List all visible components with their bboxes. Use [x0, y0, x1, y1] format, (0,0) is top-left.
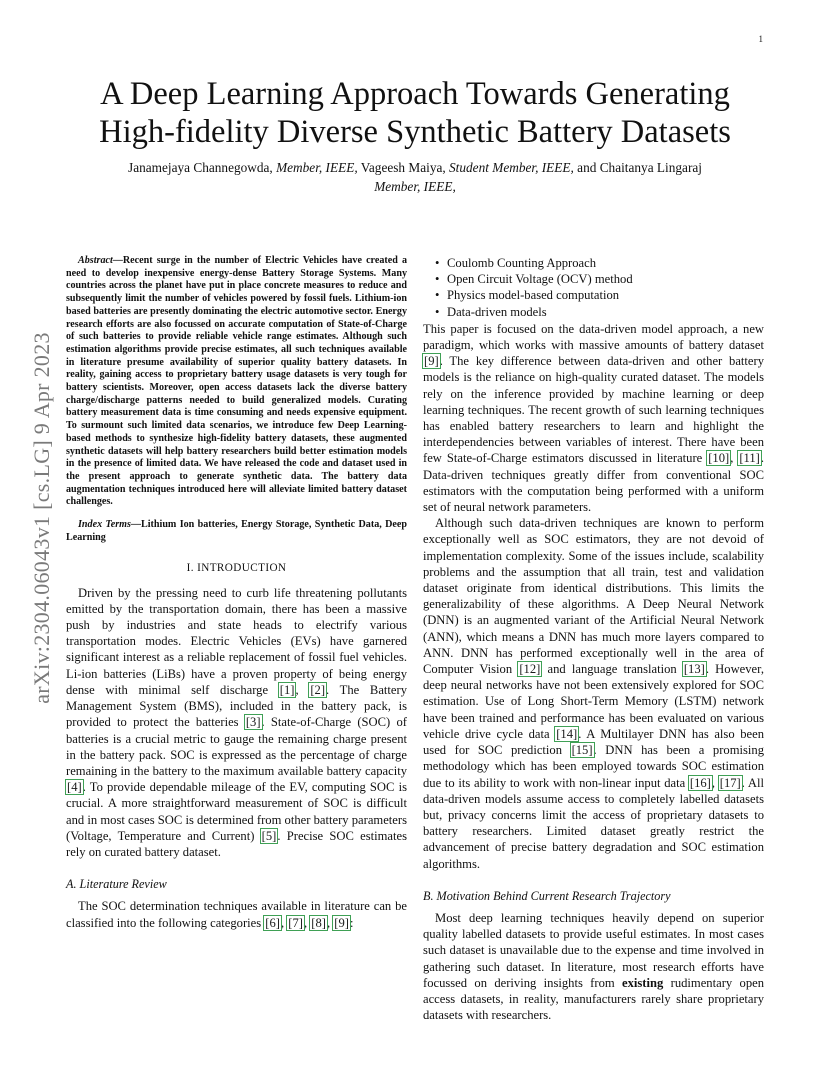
list-item-text: Open Circuit Voltage (OCV) method [447, 272, 633, 287]
citation-separator: , [295, 682, 310, 697]
citation-link[interactable]: [14] [556, 726, 578, 741]
dnn-paragraph [423, 515, 764, 871]
right-column [423, 255, 764, 1023]
list-item-text: Physics model-based computation [447, 288, 620, 303]
citation-separator: , [730, 451, 739, 466]
citation-link[interactable]: [15] [571, 743, 593, 758]
body-text: . The key difference between data-driven and other battery models is the reliance on high-quality curated dataset. The models rely on the inference provided by machine learning or deep learning techniques. The recent growth of such learning techniques has enabled battery researchers to learn and highlight the interdependencies between variables of interest. There have been few State-of-Charge estimators discussed in literature [423, 354, 764, 466]
title-line-1: A Deep Learning Approach Towards Generating [100, 76, 730, 112]
citation-link[interactable]: [10] [708, 451, 730, 466]
index-terms-text: —Lithium Ion batteries, Energy Storage, Synthetic Data, Deep Learning [66, 519, 407, 543]
body-text: rudimentary open access datasets, in reality, manufacturers rarely share proprietary datasets with researchers. [423, 975, 765, 1023]
body-text: Although such data-driven techniques are known to perform exceptionally well as SOC estimators, they are not devoid of implementation complexity. Some of the issues include, scalability problems and the assumption that all train, test and validation dataset originate from identical distributions. This limits the generalizability of these algorithms. A Deep Neural Network (DNN) is an augmented variant of the Artificial Neural Network (ANN), which means a DNN has much more layers compared to ANN. DNN has performed exceptionally well in the area of Computer Vision [423, 516, 764, 677]
bullet-icon: • [435, 288, 440, 303]
body-text: . A Multilayer DNN has also been used for SOC prediction [423, 726, 764, 758]
citation-link[interactable]: [7] [288, 915, 303, 930]
citation-link[interactable]: [5] [261, 828, 277, 843]
citation-link[interactable]: [9] [334, 915, 349, 930]
body-text: . DNN has been a promising methodology which has been employed towards SOC estimation due to its ability to work with non-linear input data [423, 743, 764, 790]
author-3-role: Member, IEEE, [374, 179, 456, 194]
subsection-heading-literature-review: A. Literature Review [66, 877, 167, 892]
subsection-heading-motivation: B. Motivation Behind Current Research Trajectory [423, 888, 671, 903]
citation-link[interactable]: [11] [739, 451, 760, 466]
abstract [66, 255, 407, 509]
lit-text-1: The SOC determination techniques available in literature can be classified into the following categories [66, 899, 407, 930]
section-heading-introduction: I. INTRODUCTION [186, 562, 287, 575]
author-2-role: Student Member, IEEE, [449, 160, 574, 175]
list-item [435, 287, 764, 303]
motivation-paragraph [423, 910, 764, 1023]
intro-paragraph [66, 585, 407, 860]
author-list [70, 158, 760, 196]
abstract-text: —Recent surge in the number of Electric Vehicles have created a need to develop inexpensive energy-dense Battery Storage Systems. Many countries across the planet have put in place concrete measures to reduce and subsequently limit the number of vehicles powered by fossil fuels. Lithium-ion based batteries are presently dominating the electric automotive sector. Energy research efforts are also focussed on accurate computation of State-of-Charge of such batteries to provide reliable vehicle range estimates. Although such estimation algorithms provide precise estimates, all such techniques available in literature presume availability of superior quality battery datasets. In reality, gaining access to proprietary battery usage datasets is very tough for battery scientists. Moreover, open access datasets lack the diverse battery charge/discharge patterns needed to build generalized models. Curating battery measurement data is time consuming and needs expensive equipment. To surmount such limited data scenarios, we introduce few Deep Learning-based methods to synthesize high-fidelity battery datasets, these augmented synthetic datasets will help battery researchers build better estimation models in the presence of limited data. We have released the code and dataset used in the present approach to generate synthetic data. The battery data augmentation techniques introduced here will alleviate limited battery dataset challenges. [66, 255, 407, 508]
citation-link[interactable]: [9] [424, 354, 439, 369]
citation-separator: , [280, 915, 288, 930]
list-item-text: Data-driven models [447, 304, 547, 319]
paper-title [60, 75, 770, 151]
intro-text-1: Driven by the pressing need to curb life threatening pollutants emitted by the transportation domain, there has been a massive push by industries and state heads to electrify various transportation modes. Electric Vehicles (EVs) have garnered significant interest as a reliable replacement of fossil fuel vehicles. Li-ion batteries (LiBs) have a proven property of being energy dense with minimal self discharge [66, 585, 407, 697]
index-terms [66, 519, 407, 544]
citation-link[interactable]: [8] [311, 915, 326, 930]
citation-link[interactable]: [6] [265, 915, 280, 930]
citation-link[interactable]: [13] [683, 662, 705, 677]
literature-review-paragraph [66, 898, 407, 930]
citation-link[interactable]: [17] [719, 775, 741, 790]
arxiv-identifier-text: arXiv:2304.06043v1 [cs.LG] 9 Apr 2023 [29, 332, 55, 704]
intro-text-4: . To provide dependable mileage of the EV, computing SOC is crucial. A more straightforward measurement of SOC is difficult and in most cases SOC is determined from other battery parameters (Voltage, Temperature and Current) [66, 780, 407, 843]
list-item-text: Coulomb Counting Approach [447, 256, 597, 270]
list-item [435, 255, 764, 271]
citation-link[interactable]: [4] [67, 780, 82, 795]
intro-text-2: . The Battery Management System (BMS), included in the battery pack, is provided to protect the batteries [66, 682, 407, 730]
citation-separator: , [711, 775, 719, 790]
body-text: . However, deep neural networks have not been extensively explored for SOC estimation. Use of Long Short-Term Memory (LSTM) network have been trained and performance has been evaluated on various vehicle drive cycle data [423, 662, 764, 741]
arxiv-identifier[interactable] [22, 293, 62, 743]
soc-method-list [423, 255, 764, 320]
list-item [435, 271, 764, 287]
citation-link[interactable]: [12] [519, 662, 541, 677]
author-3: and Chaitanya Lingaraj [573, 160, 702, 175]
body-text: . Data-driven techniques greatly differ from conventional SOC estimators with the computation being performed with a uniform set of neural network parameters. [423, 451, 764, 515]
citation-link[interactable]: [1] [279, 682, 295, 697]
bullet-icon: • [435, 304, 440, 319]
emphasis-existing: existing [622, 975, 664, 990]
body-text: Most deep learning techniques heavily depend on superior quality labelled datasets to provide useful estimates. In most cases such dataset is unavailable due to the expense and time involved in gathering such dataset. In literature, most research efforts have focussed on deriving insights from [423, 910, 764, 990]
author-1-role: Member, IEEE, [276, 160, 358, 175]
abstract-label: Abstract [78, 255, 113, 266]
bullet-icon: • [435, 256, 440, 270]
data-driven-paragraph [423, 321, 764, 515]
index-terms-label: Index Terms [78, 519, 131, 531]
citation-link[interactable]: [16] [689, 775, 711, 790]
citation-separator: , [303, 915, 311, 930]
citation-separator: , [326, 915, 334, 930]
list-item [435, 304, 764, 320]
body-text: This paper is focused on the data-driven model approach, a new paradigm, which works with massive amounts of battery dataset [423, 321, 764, 353]
citation-link[interactable]: [3] [245, 715, 261, 730]
body-text: . All data-driven models assume access to completely labelled datasets but, privacy concerns limit the access of proprietary datasets to battery researchers. Limited dataset greatly restrict the advancement of precise battery degradation and SOC estimation algorithms. [423, 775, 764, 871]
author-1: Janamejaya Channegowda, [128, 160, 277, 175]
author-2: Vageesh Maiya, [357, 160, 450, 175]
body-text: and language translation [541, 662, 683, 677]
left-column [66, 255, 407, 931]
page-number: 1 [758, 34, 763, 44]
title-line-2: High-fidelity Diverse Synthetic Battery Datasets [99, 114, 731, 150]
lit-text-2: : [349, 915, 354, 930]
bullet-icon: • [435, 272, 440, 287]
intro-text-3: . State-of-Charge (SOC) of batteries is a crucial metric to gauge the remaining charge present in the battery pack. SOC is expressed as the percentage of charge remaining in the battery to the maximum available battery capacity [66, 715, 407, 778]
citation-link[interactable]: [2] [310, 682, 326, 697]
intro-text-5: . Precise SOC estimates rely on curated battery dataset. [66, 828, 407, 859]
